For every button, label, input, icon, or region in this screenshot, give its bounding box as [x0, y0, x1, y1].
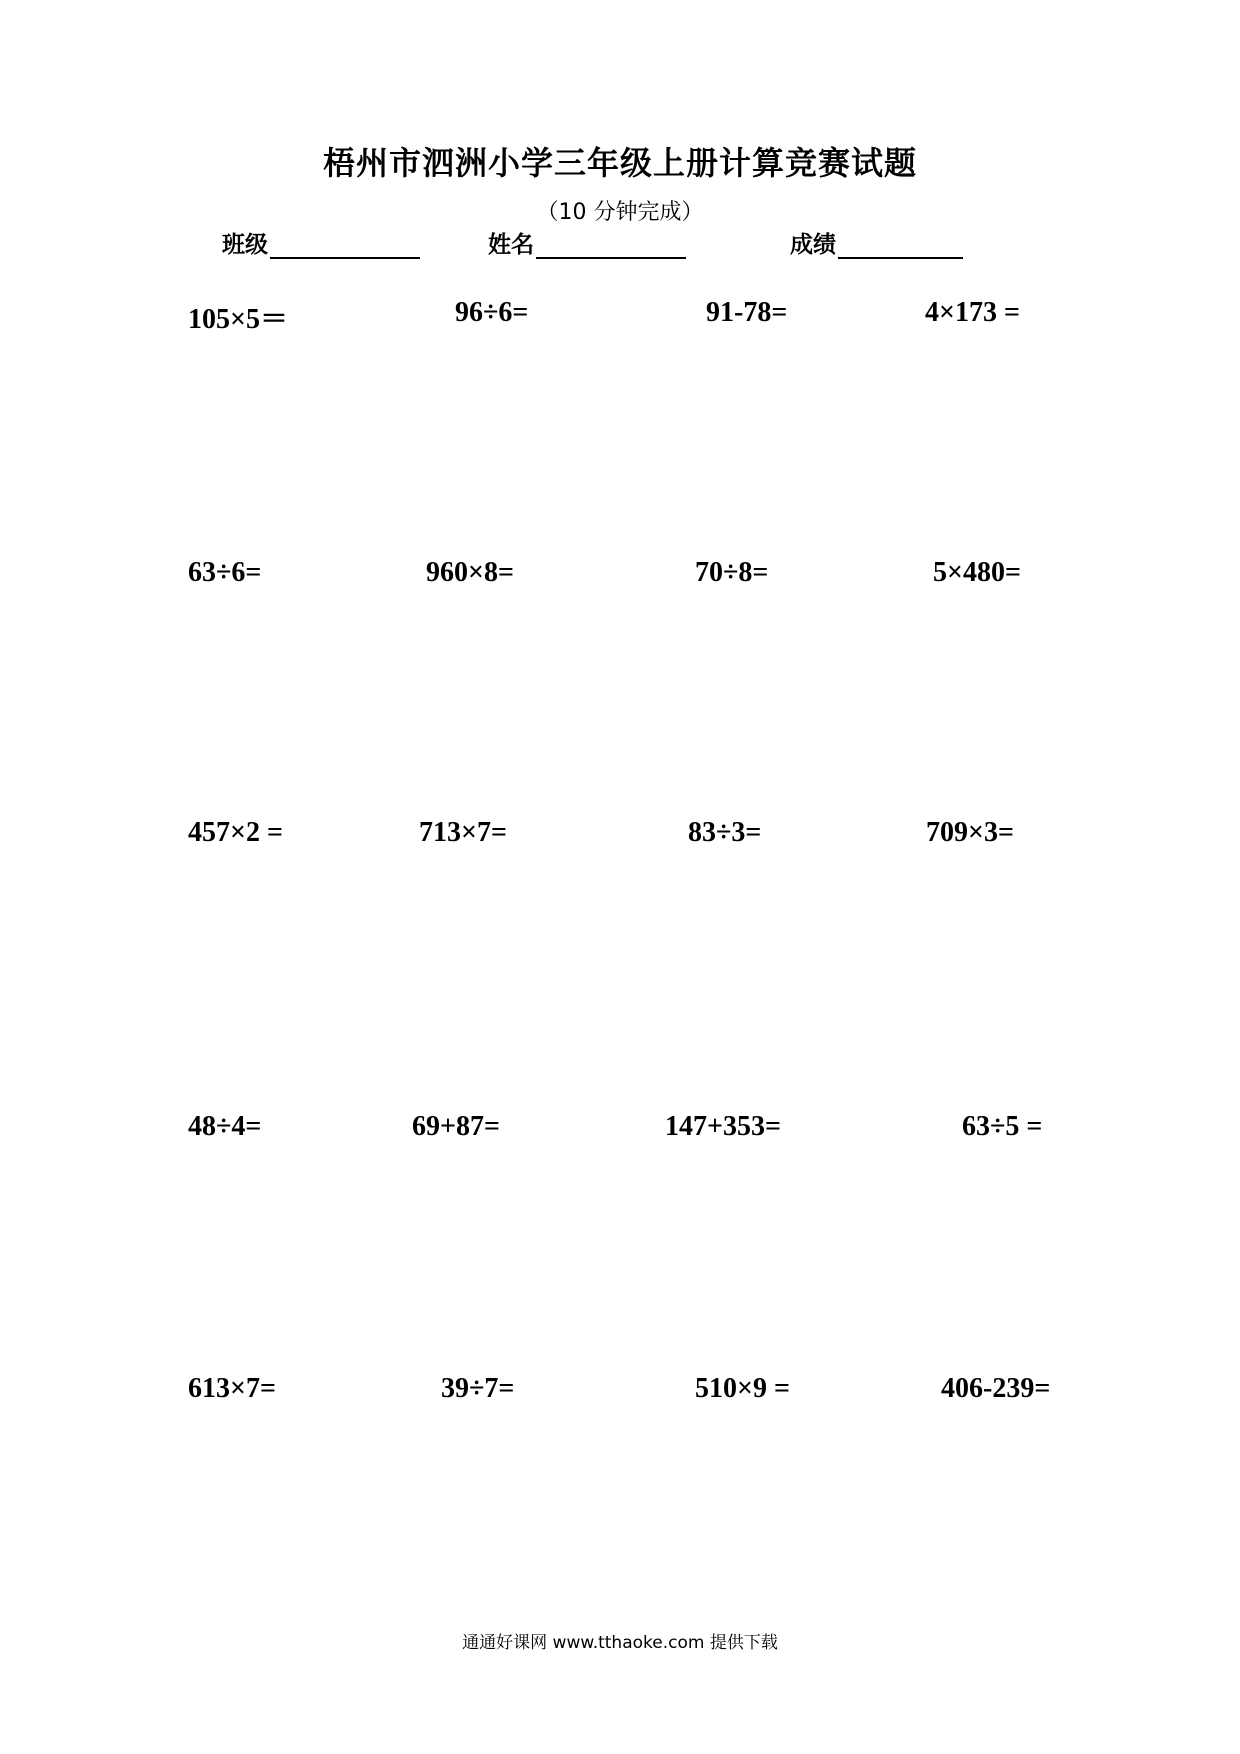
problem-2-4: 5×480=: [933, 557, 1021, 588]
name-blank[interactable]: [536, 233, 686, 259]
problem-3-1: 457×2 =: [188, 817, 283, 848]
name-field: [488, 226, 686, 259]
problem-5-1: 613×7=: [188, 1373, 276, 1404]
name-label: 姓名: [488, 232, 534, 258]
problem-2-2: 960×8=: [426, 557, 514, 588]
footer-credit: 通通好课网 www.tthaoke.com 提供下载: [462, 1633, 778, 1653]
problem-1-3: 91-78=: [706, 297, 788, 328]
exam-title: 梧州市泗洲小学三年级上册计算竞赛试题: [322, 144, 917, 182]
problem-1-1: 105×5＝: [188, 304, 288, 335]
exam-time-note: （10 分钟完成）: [536, 200, 704, 225]
problem-2-3: 70÷8=: [695, 557, 769, 588]
problem-4-3: 147+353=: [665, 1111, 781, 1142]
problem-5-3: 510×9 =: [695, 1373, 790, 1404]
problem-4-2: 69+87=: [412, 1111, 500, 1142]
score-field: [790, 226, 963, 259]
score-blank[interactable]: [838, 233, 963, 259]
problem-1-4: 4×173 =: [925, 297, 1020, 328]
class-field: [222, 226, 420, 259]
problem-3-2: 713×7=: [419, 817, 507, 848]
problem-3-3: 83÷3=: [688, 817, 762, 848]
score-label: 成绩: [790, 232, 836, 258]
problem-4-1: 48÷4=: [188, 1111, 262, 1142]
class-blank[interactable]: [270, 233, 420, 259]
problem-4-4: 63÷5 =: [962, 1111, 1043, 1142]
problem-5-2: 39÷7=: [441, 1373, 515, 1404]
class-label: 班级: [222, 232, 268, 258]
problem-2-1: 63÷6=: [188, 557, 262, 588]
problem-1-2: 96÷6=: [455, 297, 529, 328]
problem-5-4: 406-239=: [941, 1373, 1051, 1404]
problem-3-4: 709×3=: [926, 817, 1014, 848]
